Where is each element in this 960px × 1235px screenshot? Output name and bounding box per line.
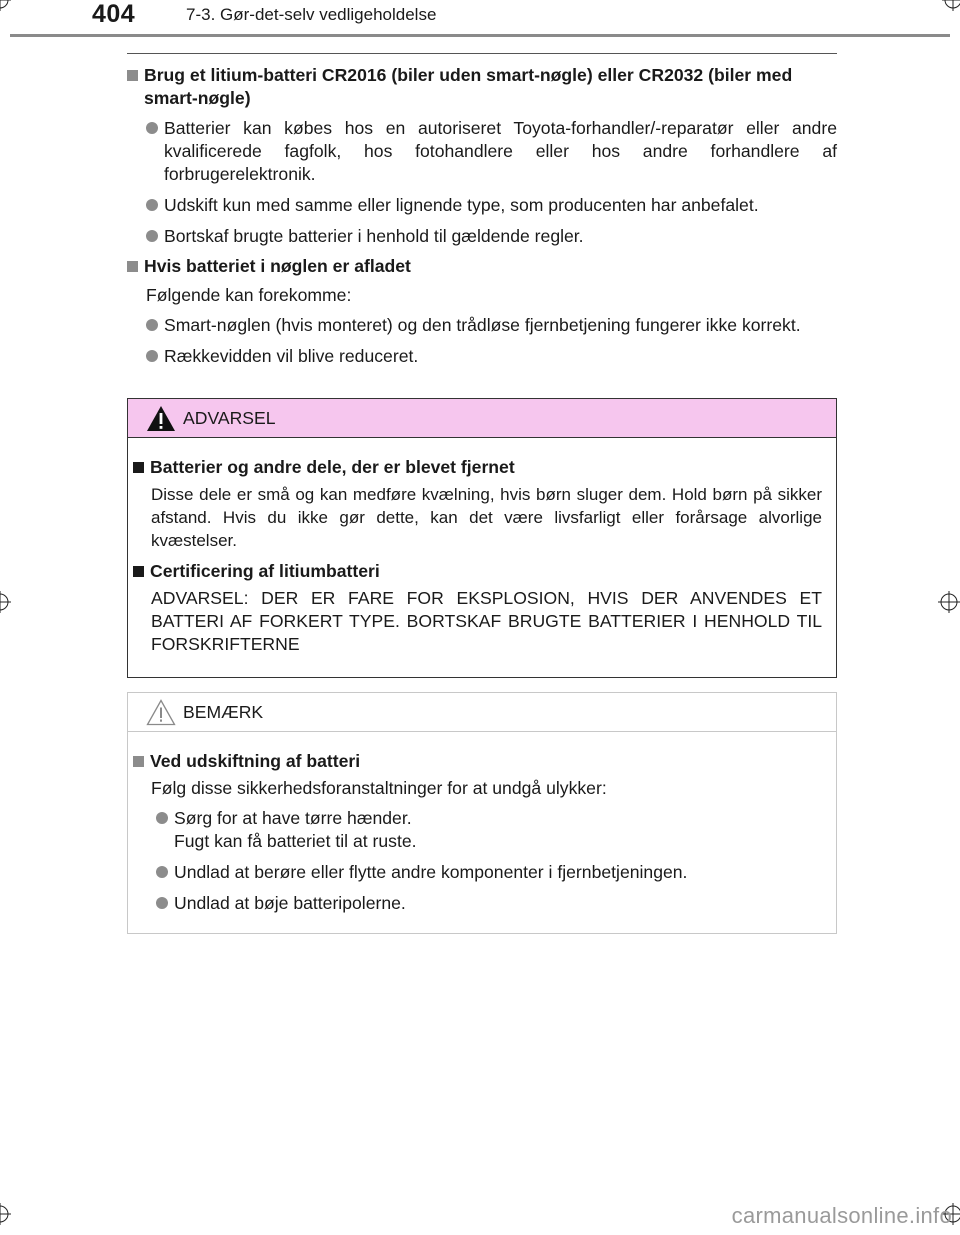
registration-mark-icon — [0, 1203, 11, 1225]
round-bullet-icon — [156, 866, 168, 878]
round-bullet-icon — [146, 122, 158, 134]
square-bullet-icon — [127, 261, 138, 272]
square-bullet-icon — [127, 70, 138, 81]
square-bullet-icon — [133, 462, 144, 473]
warning-box-header — [128, 399, 836, 438]
battery-type-heading: Brug et litium-batteri CR2016 (biler uden smart-nøgle) eller CR2032 (biler med smart-nøgle) — [127, 64, 837, 110]
list-item: Rækkevidden vil blive reduceret. — [127, 345, 837, 368]
round-bullet-icon — [156, 897, 168, 909]
registration-mark-icon — [0, 591, 11, 613]
warning-box — [127, 398, 837, 678]
main-content — [127, 64, 837, 368]
warning-triangle-icon — [146, 405, 176, 437]
list-item: Smart-nøglen (hvis monteret) og den trådløse fjernbetjening fungerer ikke korrekt. — [127, 314, 837, 337]
list-item: Sørg for at have tørre hænder. Fugt kan få batteriet til at ruste. — [133, 807, 822, 853]
list-item: Udskift kun med samme eller lignende type, som producenten har anbefalet. — [127, 194, 837, 217]
warning-section-text: Disse dele er små og kan medføre kvælning, hvis børn sluger dem. Hold børn på sikker afstand. Hvis du ikke gør dette, kan det være livsfarligt eller forårsage alvorlige kvæstelser. — [151, 485, 822, 550]
notice-box — [127, 692, 837, 934]
header-rule — [10, 34, 950, 37]
list-item: Bortskaf brugte batterier i henhold til gældende regler. — [127, 225, 837, 248]
content-rule — [127, 53, 837, 54]
round-bullet-icon — [156, 812, 168, 824]
notice-heading: Ved udskiftning af batteri — [133, 750, 822, 773]
warning-section-heading: Certificering af litiumbatteri — [133, 560, 822, 583]
section-title: 7-3. Gør-det-selv vedligeholdelse — [186, 5, 437, 24]
dead-battery-intro: Følgende kan forekomme: — [146, 285, 352, 305]
registration-mark-icon — [0, 0, 11, 11]
notice-intro: Følg disse sikkerhedsforanstaltninger for at undgå ulykker: — [151, 778, 607, 798]
registration-mark-icon — [942, 0, 960, 11]
round-bullet-icon — [146, 230, 158, 242]
page-number: 404 — [92, 0, 136, 28]
notice-box-header — [128, 693, 836, 732]
dead-battery-heading: Hvis batteriet i nøglen er afladet — [127, 255, 837, 278]
round-bullet-icon — [146, 350, 158, 362]
footer-watermark[interactable]: carmanualsonline.info — [731, 1203, 952, 1228]
list-item: Batterier kan købes hos en autoriseret Toyota-forhandler/-reparatør eller andre kvalificerede fagfolk, hos fotohandlere eller hos andre forhandlere af forbrugerelektronik. — [127, 117, 837, 186]
square-bullet-icon — [133, 756, 144, 767]
registration-mark-icon — [938, 591, 960, 613]
warning-section-heading: Batterier og andre dele, der er blevet fjernet — [133, 456, 822, 479]
list-item: Undlad at berøre eller flytte andre komponenter i fjernbetjeningen. — [133, 861, 822, 884]
round-bullet-icon — [146, 319, 158, 331]
warning-box-title: ADVARSEL — [183, 408, 276, 428]
caution-triangle-icon — [146, 699, 176, 731]
list-item: Undlad at bøje batteripolerne. — [133, 892, 822, 915]
square-bullet-icon — [133, 566, 144, 577]
notice-box-title: BEMÆRK — [183, 702, 264, 722]
round-bullet-icon — [146, 199, 158, 211]
warning-section-text: ADVARSEL: DER ER FARE FOR EKSPLOSION, HVIS DER ANVENDES ET BATTERI AF FORKERT TYPE. BORTSKAF BRUGTE BATTERIER I HENHOLD TIL FORSKRIFTERNE — [151, 588, 822, 654]
